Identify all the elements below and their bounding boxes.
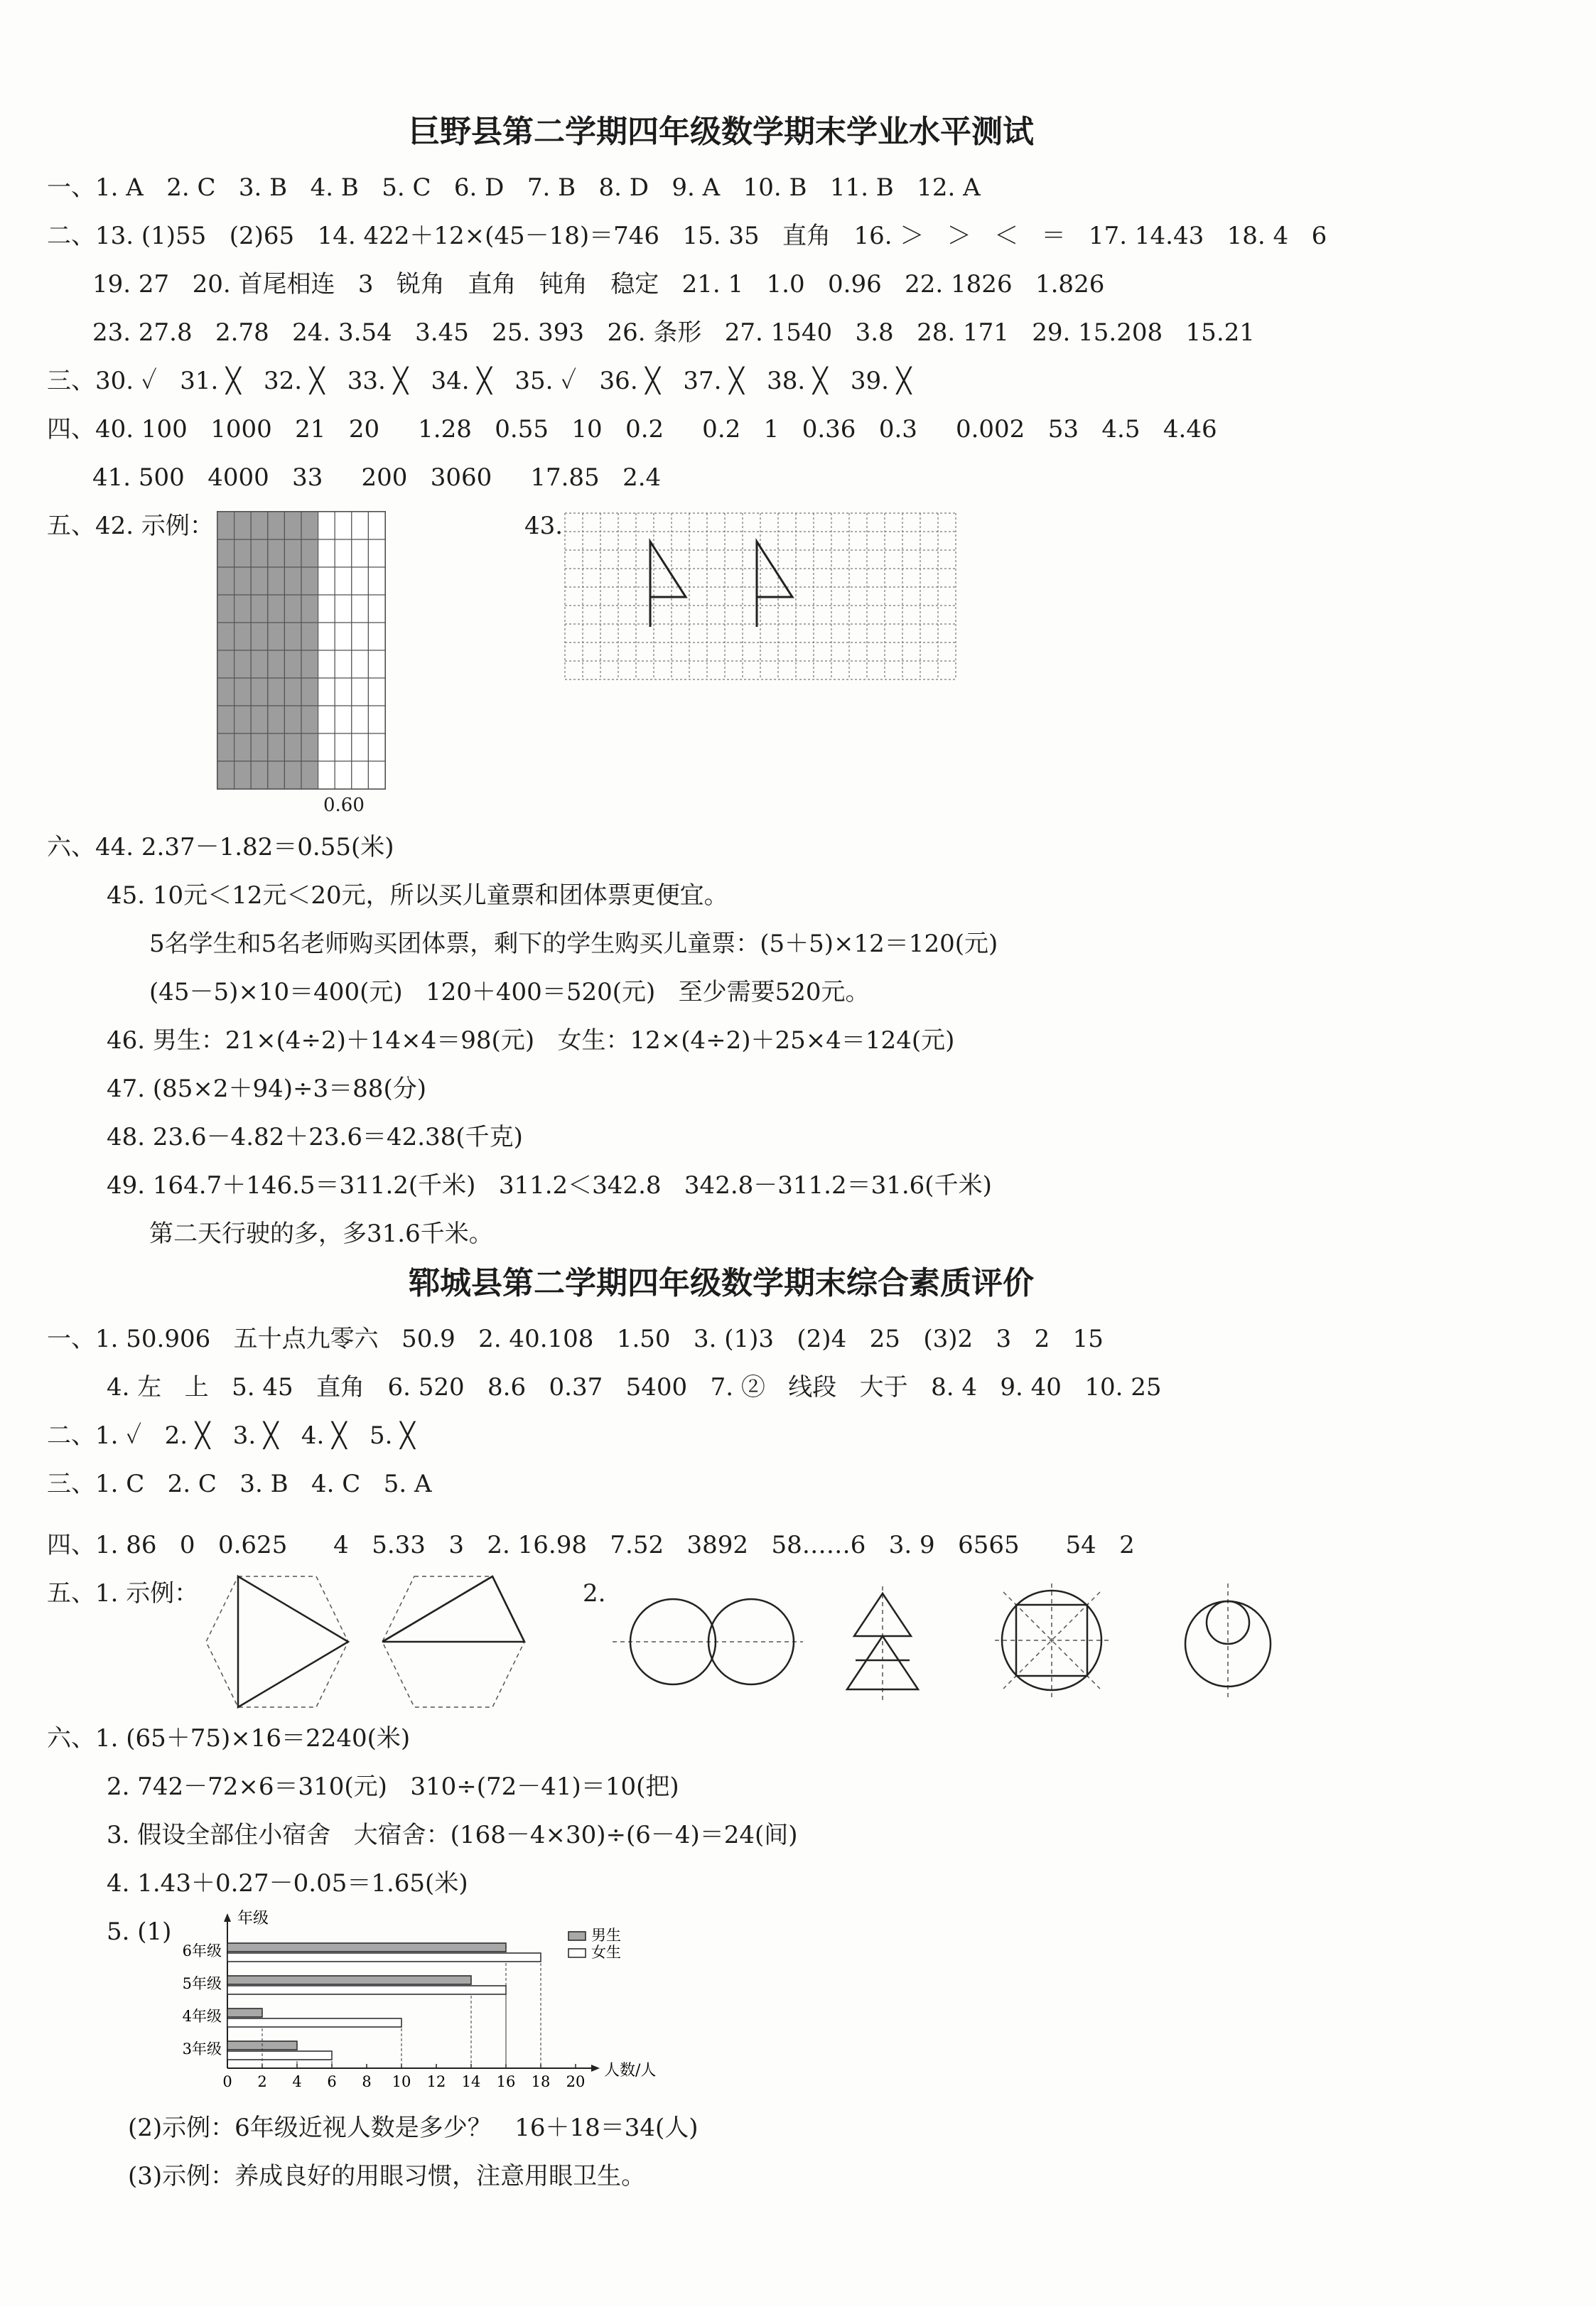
- s2-line-1: 一、1. 50.906 五十点九零六 50.9 2. 40.108 1.50 3. (1)3 (2)4 25 (3)2 3 2 15: [47, 1325, 1104, 1353]
- q42-cell: [284, 678, 301, 706]
- q42-cell: [251, 595, 268, 623]
- q42-cell: [217, 761, 234, 789]
- s2-answer-2: 2. 742－72×6＝310(元) 310÷(72－41)＝10(把): [107, 1773, 679, 1801]
- q42-cell: [301, 733, 318, 761]
- q42-cell: [217, 595, 234, 623]
- s1-line-4: 23. 27.8 2.78 24. 3.54 3.45 25. 393 26. 条形 27. 1540 3.8 28. 171 29. 15.208 15.21: [92, 318, 1255, 347]
- q42-cell: [251, 678, 268, 706]
- q42-cell: [318, 595, 335, 623]
- s1-answer-6: 47. (85×2＋94)÷3＝88(分): [107, 1075, 426, 1103]
- nested-circles-figure: [1178, 1583, 1278, 1697]
- bar-girls: [227, 1953, 541, 1962]
- q42-cell: [251, 539, 268, 567]
- q42-cell: [335, 595, 352, 623]
- q42-cell: [234, 678, 252, 706]
- q42-cell: [318, 623, 335, 650]
- q42-cell: [301, 678, 318, 706]
- s2-answer-3: 3. 假设全部住小宿舍 大宿舍：(168－4×30)÷(6－4)＝24(间): [107, 1821, 798, 1849]
- q42-cell: [268, 706, 285, 733]
- s1-answer-3: 5名学生和5名老师购买团体票，剩下的学生购买儿童票：(5＋5)×12＝120(元): [149, 930, 998, 958]
- q42-cell: [368, 623, 385, 650]
- s2-line-4: 三、1. C 2. C 3. B 4. C 5. A: [47, 1470, 432, 1498]
- s2-q5-2-label: 2.: [583, 1579, 606, 1608]
- q42-cell: [301, 539, 318, 567]
- q42-cell: [352, 512, 369, 539]
- q42-grid-figure: [217, 512, 389, 789]
- s2-answer-5: 5. (1): [107, 1918, 172, 1946]
- q42-cell: [368, 761, 385, 789]
- hexagon-triangle-figure: [199, 1571, 355, 1713]
- q42-cell: [318, 567, 335, 595]
- s2-line-3: 二、1. ✓ 2. ╳ 3. ╳ 4. ╳ 5. ╳: [47, 1421, 415, 1450]
- q42-cell: [335, 512, 352, 539]
- s2-tail-1: (2)示例：6年级近视人数是多少？ 16＋18＝34(人): [128, 2114, 699, 2142]
- q42-cell: [352, 567, 369, 595]
- s1-line-3: 19. 27 20. 首尾相连 3 锐角 直角 钝角 稳定 21. 1 1.0 0.96 22. 1826 1.826: [92, 270, 1105, 299]
- x-tick-label: 18: [531, 2073, 551, 2090]
- q42-cell: [352, 733, 369, 761]
- q42-cell: [284, 733, 301, 761]
- legend-swatch: [568, 1949, 586, 1957]
- s2-answer-4: 4. 1.43＋0.27－0.05＝1.65(米): [107, 1869, 468, 1898]
- q42-cell: [368, 678, 385, 706]
- s1-answer-2: 45. 10元＜12元＜20元，所以买儿童票和团体票更便宜。: [107, 881, 728, 910]
- q42-cell: [251, 512, 268, 539]
- s2-answer-1: 六、1. (65＋75)×16＝2240(米): [47, 1724, 411, 1753]
- q42-cell: [318, 512, 335, 539]
- grade-bar-chart: [171, 1910, 657, 2104]
- q42-cell: [301, 650, 318, 678]
- q42-cell: [217, 733, 234, 761]
- q42-cell: [301, 595, 318, 623]
- x-tick-label: 20: [566, 2073, 586, 2090]
- q42-cell: [318, 733, 335, 761]
- q42-cell: [284, 706, 301, 733]
- q42-cell: [217, 539, 234, 567]
- q42-cell: [318, 761, 335, 789]
- q42-cell: [268, 650, 285, 678]
- s1-answer-7: 48. 23.6－4.82＋23.6＝42.38(千克): [107, 1123, 523, 1151]
- q42-caption: 0.60: [323, 795, 365, 816]
- q42-cell: [368, 706, 385, 733]
- q43-label: 43.: [524, 512, 564, 540]
- q42-cell: [234, 733, 252, 761]
- q42-cell: [234, 761, 252, 789]
- s2-line-5: 四、1. 86 0 0.625 4 5.33 3 2. 16.98 7.52 3892 58……6 3. 9 6565 54 2: [47, 1531, 1135, 1559]
- q42-cell: [301, 623, 318, 650]
- y-axis-arrow: [224, 1913, 231, 1922]
- q42-cell: [268, 623, 285, 650]
- category-label: 6年级: [182, 1942, 222, 1959]
- q42-cell: [268, 761, 285, 789]
- q42-cell: [268, 678, 285, 706]
- q42-cell: [335, 733, 352, 761]
- x-tick-label: 10: [392, 2073, 411, 2090]
- q42-cell: [352, 623, 369, 650]
- x-tick-label: 4: [292, 2073, 302, 2090]
- bar-boys: [227, 2008, 262, 2017]
- q42-cell: [234, 539, 252, 567]
- bar-girls: [227, 2018, 401, 2027]
- q42-cell: [251, 706, 268, 733]
- x-tick-label: 16: [496, 2073, 516, 2090]
- s1-line-6: 四、40. 100 1000 21 20 1.28 0.55 10 0.2 0.2 1 0.36 0.3 0.002 53 4.5 4.46: [47, 415, 1217, 443]
- q42-label: 五、42. 示例：: [47, 512, 214, 540]
- q42-cell: [284, 650, 301, 678]
- q42-cell: [268, 512, 285, 539]
- q42-cell: [352, 595, 369, 623]
- q42-cell: [251, 623, 268, 650]
- q42-cell: [368, 512, 385, 539]
- x-axis-arrow: [591, 2065, 600, 2072]
- category-label: 5年级: [182, 1975, 222, 1992]
- y-axis-label: 年级: [237, 1910, 269, 1927]
- x-tick-label: 14: [461, 2073, 481, 2090]
- x-tick-label: 6: [327, 2073, 337, 2090]
- legend-label: 男生: [591, 1927, 621, 1944]
- q42-cell: [284, 761, 301, 789]
- q42-cell: [251, 650, 268, 678]
- bar-boys: [227, 1976, 471, 1984]
- q42-cell: [251, 567, 268, 595]
- q42-cell: [368, 539, 385, 567]
- s2-q5-label: 五、1. 示例：: [47, 1579, 199, 1608]
- q42-cell: [301, 761, 318, 789]
- q42-cell: [284, 595, 301, 623]
- category-label: 4年级: [182, 2008, 222, 2025]
- q42-cell: [335, 761, 352, 789]
- q42-cell: [251, 733, 268, 761]
- category-label: 3年级: [182, 2040, 222, 2058]
- x-axis-label: 人数/人: [604, 2062, 657, 2080]
- q42-cell: [234, 595, 252, 623]
- q42-cell: [217, 650, 234, 678]
- x-tick-label: 2: [257, 2073, 267, 2090]
- s1-line-7: 41. 500 4000 33 200 3060 17.85 2.4: [92, 463, 662, 492]
- q42-cell: [335, 706, 352, 733]
- s1-answer-1: 六、44. 2.37－1.82＝0.55(米): [47, 833, 394, 861]
- q42-cell: [352, 650, 369, 678]
- q42-cell: [268, 733, 285, 761]
- q42-cell: [284, 567, 301, 595]
- q42-cell: [234, 567, 252, 595]
- q42-cell: [234, 706, 252, 733]
- q42-cell: [234, 650, 252, 678]
- s1-answer-5: 46. 男生：21×(4÷2)＋14×4＝98(元) 女生：12×(4÷2)＋25×4＝124(元): [107, 1026, 955, 1055]
- s1-answer-4: (45－5)×10＝400(元) 120＋400＝520(元) 至少需要520元。: [149, 978, 870, 1006]
- q42-cell: [368, 567, 385, 595]
- q42-cell: [352, 678, 369, 706]
- s2-line-2: 4. 左 上 5. 45 直角 6. 520 8.6 0.37 5400 7. ② 线段 大于 8. 4 9. 40 10. 25: [107, 1373, 1162, 1402]
- q42-cell: [318, 650, 335, 678]
- legend-label: 女生: [591, 1944, 621, 1961]
- q42-cell: [251, 761, 268, 789]
- q42-cell: [284, 623, 301, 650]
- q42-cell: [352, 761, 369, 789]
- q42-cell: [284, 512, 301, 539]
- s1-answer-9: 第二天行驶的多，多31.6千米。: [149, 1220, 493, 1248]
- bar-boys: [227, 1943, 506, 1952]
- s1-line-1: 一、1. A 2. C 3. B 4. B 5. C 6. D 7. B 8. D 9. A 10. B 11. B 12. A: [47, 173, 981, 202]
- q42-cell: [268, 539, 285, 567]
- section2-title: 郓城县第二学期四年级数学期末综合素质评价: [409, 1265, 1034, 1301]
- triangles-figure: [840, 1586, 925, 1700]
- q42-cell: [352, 539, 369, 567]
- q42-cell: [335, 567, 352, 595]
- q42-cell: [217, 512, 234, 539]
- q42-cell: [284, 539, 301, 567]
- two-circles-figure: [613, 1592, 803, 1692]
- q42-cell: [352, 706, 369, 733]
- q42-cell: [318, 706, 335, 733]
- q42-cell: [234, 512, 252, 539]
- s2-tail-2: (3)示例：养成良好的用眼习惯，注意用眼卫生。: [128, 2162, 646, 2190]
- s1-answer-8: 49. 164.7＋146.5＝311.2(千米) 311.2＜342.8 342.8－311.2＝31.6(千米): [107, 1171, 992, 1200]
- q42-cell: [301, 512, 318, 539]
- x-tick-label: 8: [362, 2073, 372, 2090]
- q42-cell: [335, 623, 352, 650]
- q42-cell: [335, 539, 352, 567]
- q42-cell: [217, 678, 234, 706]
- q42-cell: [268, 567, 285, 595]
- q42-cell: [368, 733, 385, 761]
- q42-cell: [335, 650, 352, 678]
- q42-cell: [318, 678, 335, 706]
- bar-girls: [227, 2051, 332, 2060]
- q42-cell: [234, 623, 252, 650]
- q42-cell: [368, 650, 385, 678]
- q42-cell: [335, 678, 352, 706]
- x-tick-label: 12: [426, 2073, 446, 2090]
- legend-swatch: [568, 1932, 586, 1940]
- hexagon-quad-figure: [375, 1571, 532, 1713]
- q42-cell: [217, 623, 234, 650]
- q42-cell: [217, 706, 234, 733]
- s1-line-2: 二、13. (1)55 (2)65 14. 422＋12×(45－18)＝746 15. 35 直角 16. ＞ ＞ ＜ ＝ 17. 14.43 18. 4 6: [47, 222, 1327, 250]
- q42-cell: [301, 567, 318, 595]
- section1-title: 巨野县第二学期四年级数学期末学业水平测试: [409, 114, 1034, 150]
- q42-cell: [368, 595, 385, 623]
- bar-girls: [227, 1986, 506, 1994]
- q43-grid-figure: [565, 513, 956, 681]
- q42-cell: [301, 706, 318, 733]
- circle-square-figure: [995, 1583, 1109, 1697]
- q42-cell: [318, 539, 335, 567]
- q42-cell: [268, 595, 285, 623]
- x-tick-label: 0: [222, 2073, 232, 2090]
- q42-cell: [217, 567, 234, 595]
- s1-line-5: 三、30. ✓ 31. ╳ 32. ╳ 33. ╳ 34. ╳ 35. ✓ 36. ╳ 37. ╳ 38. ╳ 39. ╳: [47, 367, 912, 395]
